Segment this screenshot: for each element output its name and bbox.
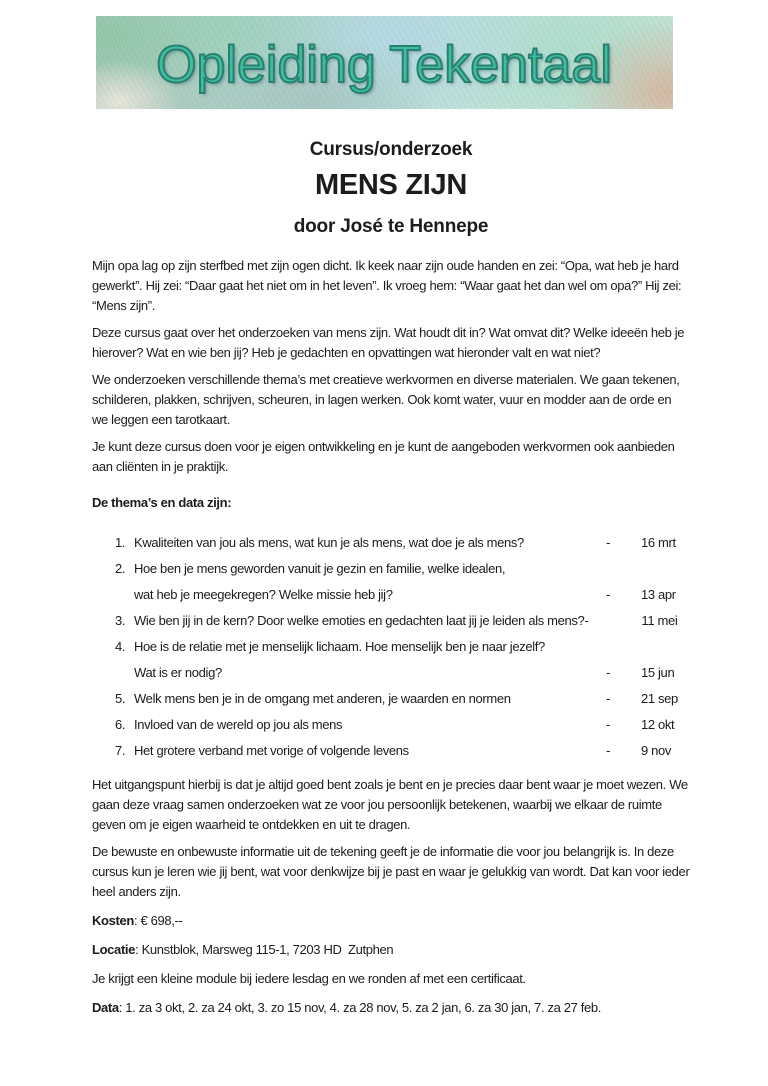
theme-date: 11 mei [641,613,678,628]
module-line: Je krijgt een kleine module bij iedere lesdag en we ronden af met een certificaat. [92,971,526,986]
theme-number: 6. [115,717,126,732]
theme-row [92,712,690,738]
theme-text: Invloed van de wereld op jou als mens [134,717,343,732]
theme-number: 7. [115,743,126,758]
locatie-line [92,940,690,960]
logo-text: Opleiding Tekentaal [156,35,612,94]
theme-text: Wie ben jij in de kern? Door welke emoties en gedachten laat jij je leiden als mens?- [134,613,589,628]
course-title: MENS ZIJN [315,169,467,201]
theme-number: 1. [115,535,126,550]
theme-dash: - [606,665,610,680]
theme-row [92,660,690,686]
theme-text: Welk mens ben je in de omgang met anderen, je waarden en normen [134,691,511,706]
data-label: Data [92,1000,119,1015]
locatie-label: Locatie [92,942,136,957]
theme-date: 16 mrt [641,535,676,550]
closing-paragraph-2: De bewuste en onbewuste informatie uit de tekening geeft je de informatie die voor jou belangrijk is. In deze cursus kun je leren wie jij bent, wat voor denkwijze bij je past en waar je gelukkig van wordt. Dat kan voor ieder heel anders zijn. [92,844,690,899]
theme-row [92,530,690,556]
theme-dash: - [606,535,610,550]
theme-text: Kwaliteiten van jou als mens, wat kun je als mens, wat doe je als mens? [134,535,524,550]
theme-date: 21 sep [641,691,678,706]
themes-heading: De thema’s en data zijn: [92,495,232,510]
theme-row [92,686,690,712]
theme-date: 9 nov [641,743,672,758]
theme-row [92,556,690,582]
theme-dash: - [606,587,610,602]
theme-number: 3. [115,613,126,628]
theme-text: Hoe ben je mens geworden vanuit je gezin en familie, welke idealen, [134,561,506,576]
logo-banner [96,16,673,109]
title-block [0,139,768,238]
theme-number: 4. [115,639,126,654]
data-value: : 1. za 3 okt, 2. za 24 okt, 3. zo 15 nov, 4. za 28 nov, 5. za 2 jan, 6. za 30 jan, 7. za 27 feb. [118,1000,602,1015]
theme-dash: - [606,717,610,732]
intro-paragraph-2: Deze cursus gaat over het onderzoeken van mens zijn. Wat houdt dit in? Wat omvat dit? Welke ideeën heb je hierover? Wat en wie ben jij? Heb je gedachten en opvattingen wat hieronder valt en wat niet? [92,325,685,360]
locatie-value: : Kunstblok, Marsweg 115-1, 7203 HD Zutphen [135,942,394,957]
theme-date: 15 jun [641,665,675,680]
kosten-value: : € 698,-- [133,913,183,928]
theme-row [92,634,690,660]
course-author: door José te Hennepe [293,216,489,237]
theme-number: 2. [115,561,126,576]
theme-row [92,582,690,608]
themes-list [92,530,690,764]
theme-number: 5. [115,691,126,706]
theme-text: Het grotere verband met vorige of volgende levens [134,743,409,758]
theme-dash: - [606,743,610,758]
theme-date: 12 okt [641,717,675,732]
intro-paragraph-4: Je kunt deze cursus doen voor je eigen ontwikkeling en je kunt de aangeboden werkvormen ook aanbieden aan cliënten in je praktijk. [92,439,675,474]
theme-date: 13 apr [641,587,676,602]
document-body [0,256,768,1018]
kosten-label: Kosten [92,913,134,928]
theme-text: Wat is er nodig? [134,665,222,680]
theme-text: wat heb je meegekregen? Welke missie heb jij? [134,587,393,602]
data-line [92,998,690,1018]
kosten-line [92,911,690,931]
closing-paragraph-1: Het uitgangspunt hierbij is dat je altijd goed bent zoals je bent en je precies daar bent waar je moet wezen. We gaan deze vraag samen onderzoeken wat ze voor jou persoonlijk betekenen, waarbij we elkaar de ruimte geven om je eigen waarheid te ontdekken en uit te dragen. [92,777,688,832]
theme-text: Hoe is de relatie met je menselijk lichaam. Hoe menselijk ben je naar jezelf? [134,639,545,654]
theme-row [92,608,690,634]
intro-paragraph-3: We onderzoeken verschillende thema’s met creatieve werkvormen en diverse materialen. We gaan tekenen, schilderen, plakken, schrijven, scheuren, in lagen werken. Ook komt water, vuur en modder aan de orde en we leggen een tarotkaart. [92,372,680,427]
theme-dash: - [606,691,610,706]
theme-row [92,738,690,764]
course-subtitle: Cursus/onderzoek [309,139,473,160]
intro-paragraph-1: Mijn opa lag op zijn sterfbed met zijn ogen dicht. Ik keek naar zijn oude handen en zei: “Opa, wat heb je hard gewerkt”. Hij zei: “Daar gaat het niet om in het leven”. Ik vroeg hem: “Waar gaat het dan wel om opa?” Hij zei: “Mens zijn”. [92,258,682,313]
